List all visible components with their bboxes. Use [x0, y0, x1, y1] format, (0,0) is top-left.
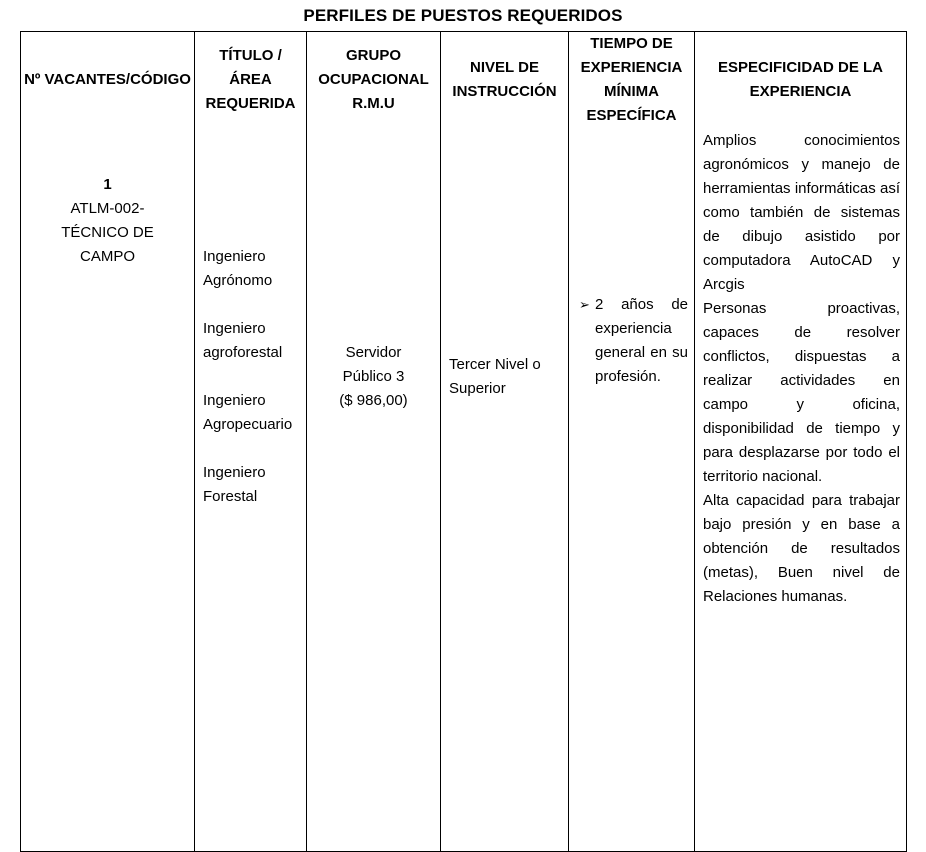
title-item: Ingeniero agroforestal [203, 320, 283, 361]
title-item: Ingeniero Forestal [203, 464, 266, 505]
experiencia-text: 2 años de experiencia general en su profesión. [595, 296, 688, 385]
header-grupo-ocupacional: GRUPO OCUPACIONAL R.M.U [307, 32, 441, 129]
header-titulo-area: TÍTULO / ÁREA REQUERIDA [195, 32, 307, 129]
cell-especificidad [695, 128, 907, 852]
document-title: PERFILES DE PUESTOS REQUERIDOS [303, 6, 623, 25]
nivel-instruccion: Tercer Nivel o Superior [449, 356, 541, 397]
arrow-bullet-icon: ➢ [579, 297, 590, 312]
title-item: Ingeniero Agropecuario [203, 392, 293, 433]
header-nivel-instruccion: NIVEL DE INSTRUCCIÓN [441, 32, 569, 129]
title-item: Ingeniero Agrónomo [203, 248, 273, 289]
header-tiempo-experiencia: TIEMPO DE EXPERIENCIA MÍNIMA ESPECÍFICA [569, 32, 695, 129]
especificidad-paragraph: Alta capacidad para trabajar bajo presión y en base a obtención de resultados (metas), Buen nivel de Relaciones humanas. [703, 492, 900, 605]
cell-vacantes-codigo [21, 128, 195, 852]
cell-grupo-ocupacional [307, 128, 441, 852]
especificidad-paragraph: Personas proactivas, capaces de resolver conflictos, dispuestas a realizar actividades en campo y oficina, disponibilidad de tiempo y para desplazarse por todo el territorio nacional. [703, 300, 900, 485]
cell-titulo-area [195, 128, 307, 852]
grupo-ocupacional: Servidor Público 3 [342, 344, 405, 385]
rmu-value: ($ 986,00) [339, 392, 408, 409]
cell-tiempo-experiencia [569, 128, 695, 852]
especificidad-paragraph: Amplios conocimientos agronómicos y manejo de herramientas informáticas así como también de sistemas de dibujo asistido por computadora AutoCAD y Arcgis [703, 132, 900, 293]
position-code: ATLM-002-TÉCNICO DE CAMPO [61, 200, 154, 265]
header-vacantes-codigo: Nº VACANTES/CÓDIGO [21, 32, 195, 129]
header-especificidad: ESPECIFICIDAD DE LA EXPERIENCIA [695, 32, 907, 129]
table-row [21, 128, 907, 852]
profiles-table [20, 31, 907, 852]
cell-nivel-instruccion [441, 128, 569, 852]
table-header-row [21, 32, 907, 129]
vacantes-count: 1 [103, 176, 112, 193]
